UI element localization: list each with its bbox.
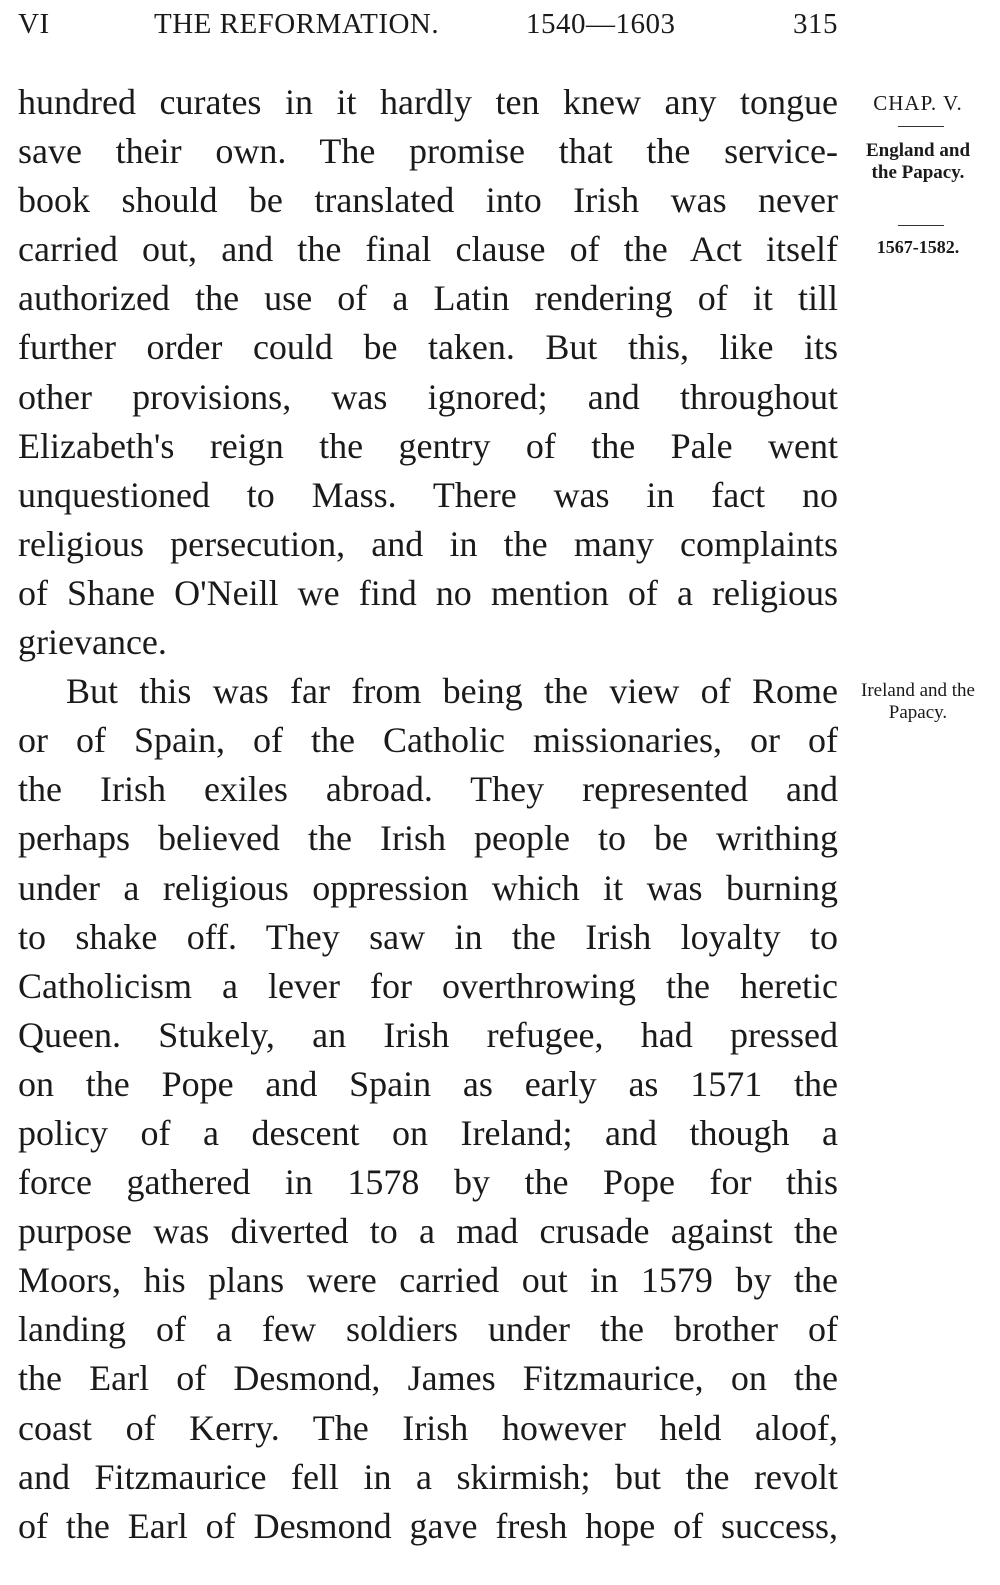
running-head (18, 8, 838, 44)
text-line: force gathered in 1578 by the Pope for this (18, 1162, 838, 1203)
text-line: Queen. Stukely, an Irish refugee, had pressed (18, 1014, 838, 1055)
section-number: VI (18, 8, 50, 40)
text-line: or of Spain, of the Catholic missionaries, or of (18, 720, 838, 761)
margin-rule (898, 126, 944, 127)
text-line: Moors, his plans were carried out in 1579 by the (18, 1260, 838, 1301)
page-number: 315 (793, 8, 838, 40)
text-line: landing of a few soldiers under the brother of (18, 1309, 838, 1350)
margin-note-england-papacy: England and the Papacy. (865, 140, 971, 183)
text-line: other provisions, was ignored; and throughout (18, 376, 838, 417)
running-years: 1540—1603 (526, 8, 676, 40)
body-text (18, 78, 838, 1551)
text-line: grievance. (18, 622, 167, 663)
text-line: to shake off. They saw in the Irish loyalty to (18, 916, 838, 957)
text-line: religious persecution, and in the many complaints (18, 523, 838, 564)
margin-rule (898, 225, 944, 226)
text-line: the Irish exiles abroad. They represented and (18, 769, 838, 810)
text-line: policy of a descent on Ireland; and though a (18, 1112, 838, 1153)
margin-note-ireland-papacy: Ireland and the Papacy. (861, 680, 975, 723)
text-line: Catholicism a lever for overthrowing the heretic (18, 965, 838, 1006)
text-line: book should be translated into Irish was never (18, 180, 838, 221)
text-line: coast of Kerry. The Irish however held aloof, (18, 1407, 838, 1448)
text-line: perhaps believed the Irish people to be writhing (18, 818, 838, 859)
text-line: But this was far from being the view of Rome (66, 671, 838, 712)
text-line: carried out, and the final clause of the Act itself (18, 229, 838, 270)
text-line: authorized the use of a Latin rendering of it till (18, 278, 838, 319)
text-line: the Earl of Desmond, James Fitzmaurice, on the (18, 1358, 838, 1399)
text-line: further order could be taken. But this, like its (18, 327, 838, 368)
text-line: under a religious oppression which it was burning (18, 867, 838, 908)
text-line: hundred curates in it hardly ten knew any tongue (18, 82, 838, 122)
text-line: and Fitzmaurice fell in a skirmish; but the revolt (18, 1456, 838, 1497)
text-line: save their own. The promise that the service- (18, 131, 838, 172)
running-title: THE REFORMATION. (154, 8, 440, 40)
text-line: of the Earl of Desmond gave fresh hope of success, (18, 1505, 838, 1546)
text-line: unquestioned to Mass. There was in fact no (18, 474, 838, 515)
text-line: purpose was diverted to a mad crusade against the (18, 1211, 838, 1252)
margin-chapter: CHAP. V. (873, 91, 963, 115)
margin-date-range: 1567-1582. (876, 237, 960, 257)
text-line: on the Pope and Spain as early as 1571 the (18, 1063, 838, 1104)
text-line: of Shane O'Neill we find no mention of a religious (18, 572, 838, 613)
text-line: Elizabeth's reign the gentry of the Pale went (18, 425, 838, 466)
